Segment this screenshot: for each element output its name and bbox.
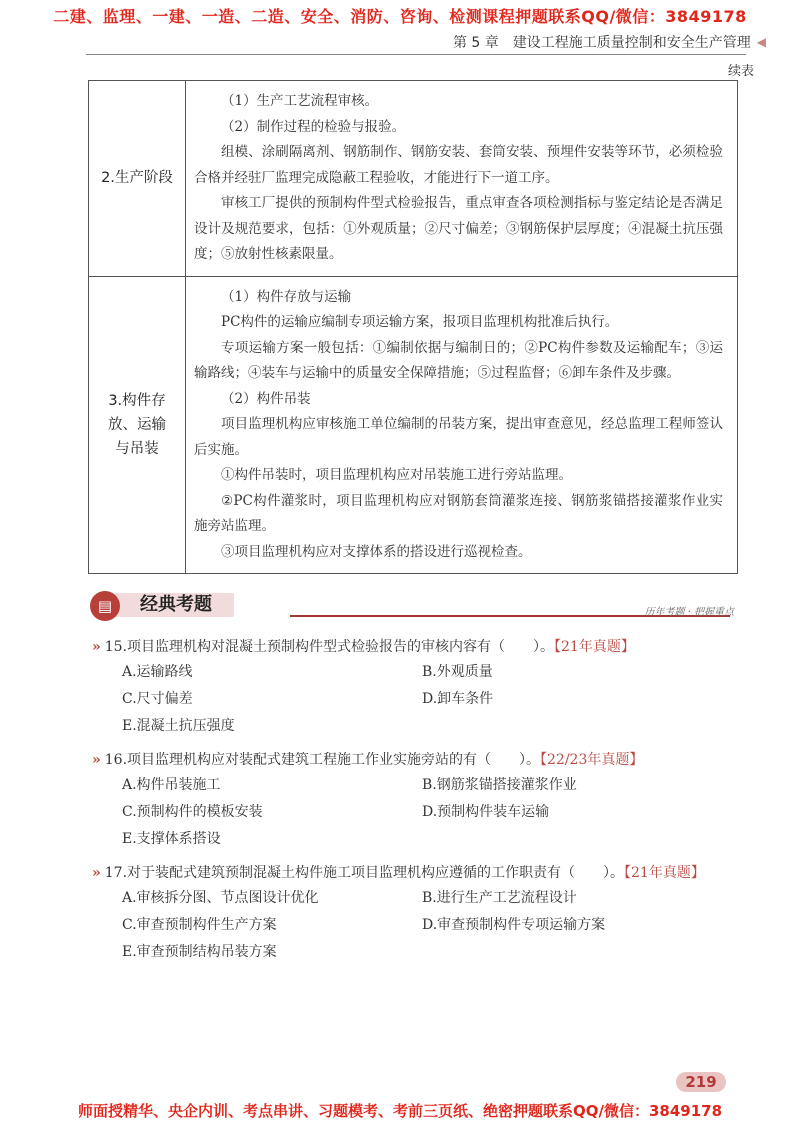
double-chevron-icon: » [92,752,101,768]
question-stem [92,747,732,773]
option: B.外观质量 [422,664,493,680]
question-tag: 【21年真题】 [554,639,635,655]
content-line: PC构件的运输应编制专项运输方案，报项目监理机构批准后执行。 [221,314,619,330]
question-stem [92,860,732,886]
section-subtitle: 历年考题 · 把握重点 [644,607,734,618]
option-list [92,773,732,852]
chapter-title: 建设工程施工质量控制和安全生产管理 [512,35,751,51]
content-line: 项目监理机构应审核施工单位编制的吊装方案，提出审查意见，经总监理工程师签认后实施。 [194,416,723,458]
question-tag: 【21年真题】 [624,865,705,881]
content-line: 专项运输方案一般包括：①编制依据与编制日的；②PC构件参数及运输配车；③运输路线；④装车与运输中的质量安全保障措施；⑤过程监督；⑥卸车条件及步骤。 [194,339,723,381]
option: E.审查预制结构吊装方案 [122,944,277,960]
option: D.审查预制构件专项运输方案 [422,917,606,933]
option: D.预制构件装车运输 [422,804,550,820]
header-divider [86,54,746,55]
question-item [92,860,732,965]
content-table [88,80,738,574]
option: B.进行生产工艺流程设计 [422,890,577,906]
question-item [92,747,732,852]
question-item [92,634,732,739]
option: A.构件吊装施工 [122,777,221,793]
chapter-header [453,32,766,52]
option: C.审查预制构件生产方案 [122,917,277,933]
content-line: （2）构件吊装 [221,390,311,407]
question-list [92,634,732,973]
content-line: ②PC构件灌浆时，项目监理机构应对钢筋套筒灌浆连接、钢筋浆锚搭接灌浆作业实施旁站监理。 [194,492,723,534]
content-line: ①构件吊装时，项目监理机构应对吊装施工进行旁站监理。 [221,467,572,483]
table-row [89,81,738,277]
content-line: （1）构件存放与运输 [221,288,352,305]
option-list [92,886,732,965]
top-ad-banner: 二建、监理、一建、一造、二造、安全、消防、咨询、检测课程押题联系QQ/微信：3849178 [53,7,747,26]
chapter-number: 第 5 章 [452,35,499,51]
option: A.运输路线 [122,664,193,680]
double-chevron-icon: » [92,865,101,881]
content-line: （1）生产工艺流程审核。 [221,93,379,109]
document-icon: ▤ [90,591,120,621]
stage-cell [89,276,186,574]
content-line: 组模、涂刷隔离剂、钢筋制作、钢筋安装、套筒安装、预埋件安装等环节，必须检验合格并经驻厂监理完成隐蔽工程验收，才能进行下一道工序。 [194,144,723,186]
option: C.预制构件的模板安装 [122,804,263,820]
question-tag: 【22/23年真题】 [540,752,644,768]
option-list [92,660,732,739]
option: B.钢筋浆锚搭接灌浆作业 [422,777,577,793]
option: E.混凝土抗压强度 [122,718,235,734]
page-number: 219 [676,1072,726,1092]
content-cell [186,81,738,277]
bottom-ad-banner: 师面授精华、央企内训、考点串讲、习题模考、考前三页纸、绝密押题联系QQ/微信：3849178 [77,1102,723,1120]
table-row [89,276,738,574]
double-chevron-icon: » [92,639,101,655]
stage-label: 3.构件存放、运输与吊装 [108,392,166,457]
question-text: 16.项目监理机构应对装配式建筑工程施工作业实施旁站的有（ ）。 [104,752,541,768]
option: D.卸车条件 [422,691,494,707]
question-text: 15.项目监理机构对混凝土预制构件型式检验报告的审核内容有（ ）。 [104,639,555,655]
stage-cell: 2.生产阶段 [89,81,186,277]
option: E.支撑体系搭设 [122,831,221,847]
chevron-left-icon: ◀ [756,35,766,49]
content-cell [186,276,738,574]
option: C.尺寸偏差 [122,691,193,707]
content-line: （2）制作过程的检验与报验。 [221,118,406,135]
content-line: 审核工厂提供的预制构件型式检验报告，重点审查各项检测指标与鉴定结论是否满足设计及规范要求，包括：①外观质量；②尺寸偏差；③钢筋保护层厚度；④混凝土抗压强度；⑤放射性核素限量。 [194,195,723,262]
question-stem [92,634,732,660]
continued-label: 续表 [727,64,754,79]
question-text: 17.对于装配式建筑预制混凝土构件施工项目监理机构应遵循的工作职责有（ ）。 [104,865,625,881]
section-title: 经典考题 [114,593,234,617]
content-line: ③项目监理机构应对支撑体系的搭设进行巡视检查。 [221,543,532,560]
option: A.审核拆分图、节点图设计优化 [122,890,319,906]
section-heading [90,589,740,623]
